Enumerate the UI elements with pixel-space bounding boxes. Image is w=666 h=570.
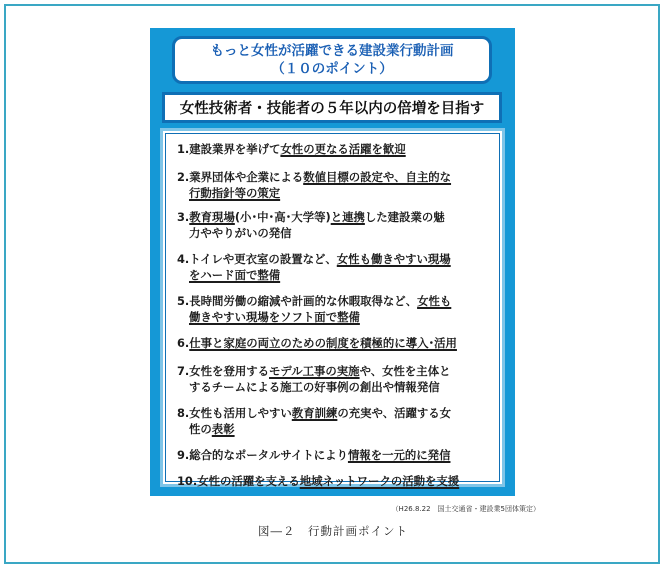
point-text-line2 bbox=[177, 267, 499, 283]
point-text bbox=[189, 336, 457, 350]
action-plan-poster bbox=[150, 28, 515, 496]
figure-caption: 図―２ 行動計画ポイント bbox=[258, 524, 408, 538]
point-text-segment: や、女性を主体と bbox=[359, 364, 451, 378]
point-text-line2 bbox=[177, 309, 499, 325]
point-number: 8. bbox=[177, 406, 190, 420]
point-number: 10. bbox=[177, 474, 198, 488]
list-item bbox=[177, 335, 499, 351]
goal-box bbox=[162, 92, 502, 123]
poster-title-box bbox=[172, 36, 492, 84]
point-number: 7. bbox=[177, 364, 190, 378]
list-item bbox=[177, 141, 499, 157]
point-text-segment: 総合的なポータルサイトにより bbox=[189, 448, 348, 462]
poster-subtitle: （１０のポイント） bbox=[271, 61, 393, 77]
point-text-segment: 表彰 bbox=[211, 422, 235, 436]
point-text-segment: 仕事と家庭の両立のための制度を積極的に導入･活用 bbox=[189, 336, 457, 350]
point-text-segment: するチームによる施工の好事例の創出や情報発信 bbox=[189, 380, 440, 394]
point-number: 5. bbox=[177, 294, 190, 308]
point-number: 4. bbox=[177, 252, 190, 266]
point-text-line1 bbox=[189, 210, 444, 224]
point-text-line1 bbox=[189, 406, 451, 420]
point-text-segment: 女性も bbox=[417, 294, 452, 308]
point-text-segment: 女性も働きやすい現場 bbox=[336, 252, 451, 266]
list-item bbox=[177, 447, 499, 463]
point-text-segment: 力ややりがいの発信 bbox=[189, 226, 292, 240]
point-number: 3. bbox=[177, 210, 190, 224]
list-item bbox=[177, 405, 499, 437]
point-text-segment: 働きやすい現場をソフト面で整備 bbox=[189, 310, 360, 324]
point-text-line2 bbox=[177, 225, 499, 241]
point-text bbox=[189, 448, 450, 462]
point-text-line2 bbox=[177, 185, 499, 201]
point-text-segment: と連携 bbox=[330, 210, 365, 224]
point-text-segment: 教育訓練 bbox=[291, 406, 338, 420]
point-text-segment: モデル工事の実施 bbox=[269, 364, 360, 378]
point-text-segment: 女性を登用する bbox=[189, 364, 270, 378]
point-number: 9. bbox=[177, 448, 190, 462]
point-text-segment: 情報を一元的に発信 bbox=[347, 448, 451, 462]
point-text-line1 bbox=[189, 252, 450, 266]
list-item bbox=[177, 209, 499, 241]
point-text-segment: 地域ネットワークの活動を支援 bbox=[299, 474, 460, 488]
point-text-line2 bbox=[177, 379, 499, 395]
point-text-segment: した建設業の魅 bbox=[364, 210, 445, 224]
point-text-segment: 女性も活用しやすい bbox=[189, 406, 292, 420]
point-text-segment: 建設業界を挙げて bbox=[189, 142, 281, 156]
goal-text: 女性技術者・技能者の５年以内の倍増を目指す bbox=[179, 101, 485, 117]
point-text bbox=[197, 474, 459, 488]
point-text-segment: 女性の更なる活躍を歓迎 bbox=[280, 142, 406, 156]
points-list bbox=[160, 128, 505, 487]
point-text-segment: 性の bbox=[189, 422, 212, 436]
point-text-segment: 数値目標の設定や、自主的な bbox=[303, 170, 452, 184]
point-number: 6. bbox=[177, 336, 190, 350]
list-item bbox=[177, 169, 499, 201]
poster-title: もっと女性が活躍できる建設業行動計画 bbox=[210, 43, 454, 59]
point-number: 1. bbox=[177, 142, 190, 156]
point-text-segment: の充実や、活躍する女 bbox=[337, 406, 452, 420]
list-item bbox=[177, 473, 499, 489]
list-item bbox=[177, 363, 499, 395]
list-item bbox=[177, 251, 499, 283]
point-text-line1 bbox=[189, 364, 450, 378]
point-text-line1 bbox=[189, 294, 451, 308]
point-text-segment: (小･中･高･大学等) bbox=[234, 210, 331, 224]
point-text-segment: 行動指針等の策定 bbox=[189, 186, 281, 200]
source-note: （H26.8.22 国土交通省・建設業5団体策定） bbox=[391, 505, 540, 513]
point-text-segment: トイレや更衣室の設置など、 bbox=[189, 252, 337, 266]
point-text bbox=[189, 142, 405, 156]
point-text-segment: 教育現場 bbox=[189, 210, 235, 224]
point-text-line1 bbox=[189, 170, 451, 184]
point-text-line2 bbox=[177, 421, 499, 437]
point-text-segment: 長時間労働の縮減や計画的な休暇取得など、 bbox=[189, 294, 418, 308]
point-text-segment: をハード面で整備 bbox=[189, 268, 281, 282]
point-text-segment: 業界団体や企業による bbox=[189, 170, 304, 184]
point-text-segment: 女性の活躍を支える bbox=[197, 474, 300, 488]
point-number: 2. bbox=[177, 170, 190, 184]
list-item bbox=[177, 293, 499, 325]
